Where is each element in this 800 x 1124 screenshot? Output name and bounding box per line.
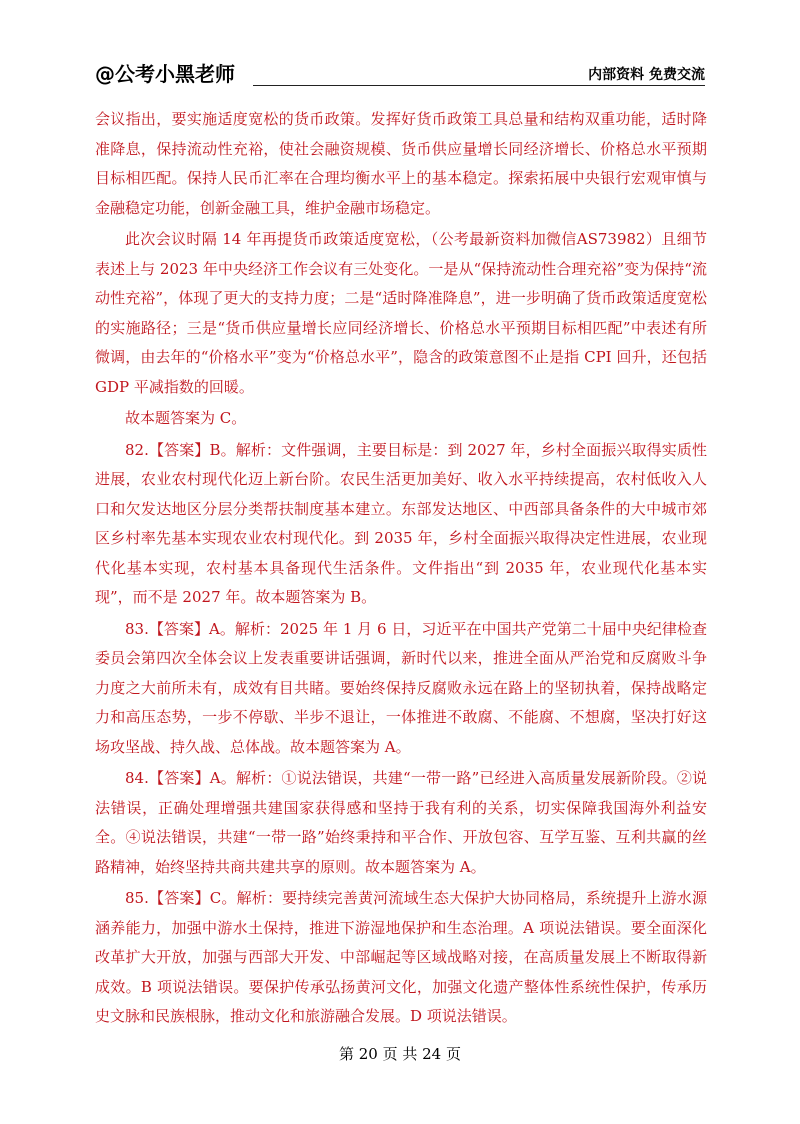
paragraph-answer-81: 故本题答案为 C。 (125, 409, 247, 427)
document-body (95, 105, 707, 1034)
paragraph-analysis: 此次会议时隔 14 年再提货币政策适度宽松，（公考最新资料加微信AS73982）且细节表述上与 2023 年中央经济工作会议有三处变化。一是从“保持流动性合理充裕”变为保持“流动性充裕”，体现了更大的支持力度；二是“适时降准降息”，进一步明确了货币政策适度宽松的实施路径；三是“货币供应量增长应同经济增长、价格总水平预期目标相匹配”中表述有所微调，由去年的“价格水平”变为“价格总水平”，隐含的政策意图不止是指 CPI 回升，还包括 GDP 平减指数的回暖。 (95, 230, 707, 396)
paragraph-answer-84: 84.【答案】A。解析：①说法错误，共建“一带一路”已经进入高质量发展新阶段。②说法错误，正确处理增强共建国家获得感和坚持于我有利的关系，切实保障我国海外利益安全。④说法错误，共建“一带一路”始终秉持和平合作、开放包容、互学互鉴、互利共赢的丝路精神，始终坚持共商共建共享的原则。故本题答案为 A。 (95, 769, 707, 876)
header-divider (253, 85, 705, 86)
paragraph-answer-83: 83.【答案】A。解析：2025 年 1 月 6 日，习近平在中国共产党第二十届中央纪律检查委员会第四次全体会议上发表重要讲话强调，新时代以来，推进全面从严治党和反腐败斗争力度之大前所未有，成效有目共睹。要始终保持反腐败永远在路上的坚韧执着，保持战略定力和高压态势，一步不停歇、半步不退让，一体推进不敢腐、不能腐、不想腐，坚决打好这场攻坚战、持久战、总体战。故本题答案为 A。 (95, 619, 707, 756)
paragraph-policy-summary: 会议指出，要实施适度宽松的货币政策。发挥好货币政策工具总量和结构双重功能，适时降准降息，保持流动性充裕，使社会融资规模、货币供应量增长同经济增长、价格总水平预期目标相匹配。保持人民币汇率在合理均衡水平上的基本稳定。探索拓展中央银行宏观审慎与金融稳定功能，创新金融工具，维护金融市场稳定。 (95, 110, 707, 217)
header-tagline: 内部资料 免费交流 (588, 67, 705, 83)
page-number: 第 20 页 共 24 页 (338, 1045, 461, 1063)
brand-watermark: @公考小黑老师 (95, 62, 235, 86)
paragraph-answer-82: 82.【答案】B。解析：文件强调，主要目标是：到 2027 年，乡村全面振兴取得实质性进展，农业农村现代化迈上新台阶。农民生活更加美好、收入水平持续提高，农村低收入人口和欠发达地区分层分类帮扶制度基本建立。东部发达地区、中西部具备条件的大中城市郊区乡村率先基本实现农业农村现代化。到 2035 年，乡村全面振兴取得决定性进展，农业现代化基本实现，农村基本具备现代生活条件。文件指出“到 2035 年，农业现代化基本实现”，而不是 2027 年。故本题答案为 B。 (95, 440, 707, 606)
paragraph-answer-85: 85.【答案】C。解析：要持续完善黄河流域生态大保护大协同格局，系统提升上游水源涵养能力，加强中游水土保持，推进下游湿地保护和生态治理。A 项说法错误。要全面深化改革扩大开放，加强与西部大开发、中部崛起等区域战略对接，在高质量发展上不断取得新成效。B 项说法错误。要保护传承弘扬黄河文化，加强文化遗产整体性系统性保护，传承历史文脉和民族根脉，推动文化和旅游融合发展。D 项说法错误。 (95, 889, 707, 1025)
